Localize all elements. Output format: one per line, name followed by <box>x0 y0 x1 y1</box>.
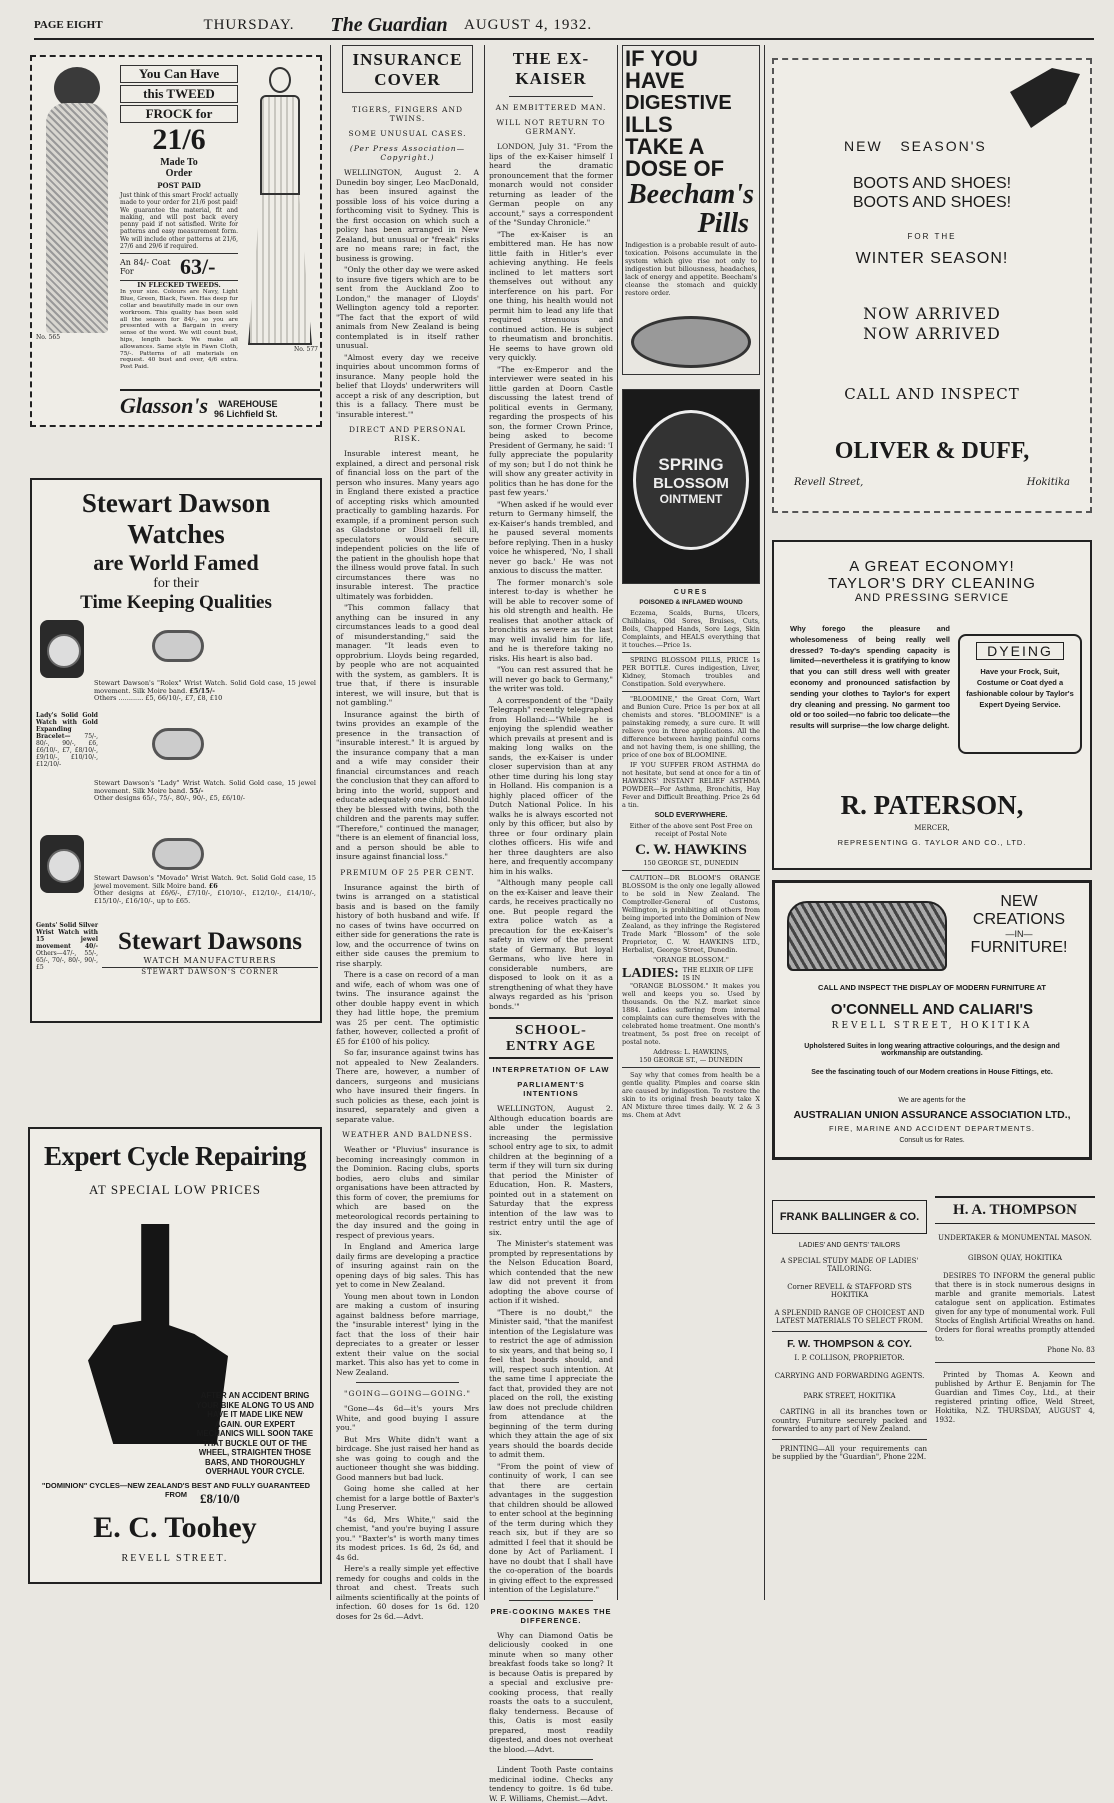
watch-2-price: 55/- <box>189 786 204 795</box>
cures-heading: CURES <box>673 589 709 596</box>
sd-line-5: Time Keeping Qualities <box>80 592 272 613</box>
thompson-phone: Phone No. 83 <box>1047 1346 1095 1354</box>
orange-blossom: "ORANGE BLOSSOM." <box>653 956 729 964</box>
consult: Consult us for Rates. <box>899 1137 965 1144</box>
glasson-ad <box>30 55 322 427</box>
toohey-street: REVELL STREET. <box>121 1553 229 1564</box>
watch-3-price: £6 <box>208 881 218 890</box>
frock-price: 21/6 <box>152 123 206 156</box>
paragraph: In England and America large daily firms are developing a practice of insuring against rain on the opening days of big sales. This has yet to come in New Zealand. <box>336 1242 479 1289</box>
either: Either of the above sent Post Free on receipt of Postal Note <box>629 822 753 838</box>
newspaper-name: The Guardian <box>330 13 448 36</box>
watch-1-desc: Stewart Dawson's "Rolex" Wrist Watch. Solid Gold case, 15 jewel movement. Silk Moire band. <box>94 679 316 695</box>
beecham-line-6: DOSE OF <box>625 156 725 181</box>
watch-1-others: Others ............ £5, 66/10/-, £7, £8, £10 <box>94 694 223 703</box>
sd-line-2: Watches <box>127 519 225 549</box>
representing: REPRESENTING G. TAYLOR AND CO., LTD. <box>837 838 1027 847</box>
made-to-order: Made To Order <box>160 157 198 179</box>
cycle-heading: Expert Cycle Repairing <box>44 1141 306 1171</box>
carrying-agents: CARRYING AND FORWARDING AGENTS. <box>774 1372 925 1380</box>
paragraph: Insurance against the birth of twins is arranged on a statistical basis and is based on the family history of both husband and wife. If no cases of twins have occurred on either side for generations the rate is low, and the occurrence of twins on either side causes the premium to rise sharply. <box>336 882 479 968</box>
glasson-heading-3: FROCK for <box>120 105 238 123</box>
paragraph: WELLINGTON, August 2. A Dunedin boy singer, Leo MacDonald, has been insured against the possible loss of his voice during a forthcoming visit to Sydney. This is the first occasion on which such a policy has been arranged in New Zealand, but unusual or "freak" risks are no means rare; in fact, the business is growing. <box>336 168 479 263</box>
article-subtitle-3: INTERPRETATION OF LAW <box>492 1065 610 1074</box>
masthead <box>34 12 1094 40</box>
thompson-address: GIBSON QUAY, HOKITIKA <box>967 1254 1063 1262</box>
coat-description: In your size. Colours are Navy, Light Blue, Green, Black, Fawn. Has deep fur collar and beautifully made in our own workroom. This quality has been sold all the season for 84/-, so you are presented with a Bargain in every sense of the word. We will count bust, hips, length back. We make all allowances. Same style in Fawn Cloth, 75/-. Patterns of all materials on request. 40 bust and over, 4/6 extra. Post Paid. <box>120 289 238 371</box>
paragraph: Weather or "Pluvius" insurance is becoming increasingly common in the Dominion. Racing clubs, sports bodies, aero clubs and similar organisations have been attracted by this form of cover, the premiums for which are based on the meteorological records pertaining to the day insured and the going in respect of previous years. <box>336 1145 479 1240</box>
oconnell-ad <box>772 880 1092 1160</box>
hawkins-name: C. W. HAWKINS <box>635 842 747 858</box>
orange-blossom-body: "ORANGE BLOSSOM." It makes you well and keeps you so. Used by thousands. On the N.Z. market since 1884. Ladies suffering from internal complaints can cure themselves with the celebrated home treatment. One month's treatment, 5s post free on receipt of postal note. <box>622 982 760 1046</box>
spring-line-2: BLOSSOM <box>653 474 729 492</box>
coat-original-price: An 84/- Coat <box>120 258 171 268</box>
watch-2-desc: Stewart Dawson's "Lady" Wrist Watch. Solid Gold case, 15 jewel movement. Silk Moire band. <box>94 779 316 795</box>
paragraph: "There is no doubt," the Minister said, "that the manifest intention of the Legislature was to restrict the age of admission to six years, and that being so, I feel that boards should, and will, respect such intention. At the same time I appreciate the fact that, provided they are not placed on the roll, the existing law does not preclude children from attendance at the beginning of the term during which they attain the age of six years should the boards decide to admit them. <box>489 1307 613 1459</box>
paragraph: There is a case on record of a man and wife, each of whom was one of twins. The insurance against the other double happy event in which they had little hope, the premium was 25 per cent. The optimistic father, however, collected a profit of £5 for £100 of his policy. <box>336 970 479 1046</box>
beecham-body: Indigestion is a probable result of auto-toxication. Poisons accumulate in the system which give rise not only to indigestion but biliousness, headaches, lack of energy and appetite. Beecham's cleanse the stomach and quickly restore order. <box>625 241 757 297</box>
winter-season: WINTER SEASON! <box>855 250 1009 267</box>
ladies-heading: LADIES: <box>622 966 679 981</box>
coat-price: 63/- <box>180 254 216 280</box>
for-the: FOR THE <box>907 232 957 241</box>
gents-prices: Others—47/-, 55/-, 65/-, 70/-, 80/-, 90/-, £5 <box>36 950 98 971</box>
poisoned-heading: POISONED & INFLAMED WOUND <box>639 599 743 606</box>
paragraph: Insurable interest meant, he explained, a direct and personal risk of financial loss on the part of the person who insures. Many years ago in England there existed a practice of accepting risks which amounted practically to gambling hazards. For example, if a prominent person such as Gladstone or Disraeli fell ill, speculators would secure independent policies on the life of the patient in the ghoulish hope that the illness would prove fatal. In such circumstances there was no insurable interest. The practice ultimately was forbidden. <box>336 449 479 601</box>
oliver-duff-ad <box>772 58 1092 513</box>
beecham-line-3: DIGESTIVE <box>625 92 732 114</box>
watch-1-price: £5/15/- <box>189 686 215 695</box>
paragraph: LONDON, July 31. "From the lips of the ex-Kaiser himself I heard the dramatic pronouncement that the former monarch would not consider returning as leader of the German people on any account," says a correspondent of the "Sunday Chronicle." <box>489 142 613 227</box>
paragraph: But Mrs White didn't want a birdcage. She just raised her hand as she was going to cough and the auctioneer thought she was bidding. Good manners but bad luck. <box>336 1434 479 1482</box>
flecked-tweeds: IN FLECKED TWEEDS. <box>137 281 221 290</box>
ballinger-corner: Corner REVELL & STAFFORD STS HOKITIKA <box>787 1283 912 1299</box>
sd-name: Stewart Dawsons <box>117 928 303 955</box>
call-inspect: CALL AND INSPECT <box>844 385 1020 403</box>
section-heading: PRE-COOKING MAKES THE DIFFERENCE. <box>490 1606 612 1625</box>
paragraph: Insurance against the birth of twins provides an example of the presence in the transaction of "insurable interest." It is argued by the insurance company that a man and a wife may consider their financial circumstances and reach the conclusion that they can afford to bring into the world, support and educate adequately one child. Should they be blessed with twins, both the children and the parents may suffer. "Therefore," continued the manager, "there is an element of financial loss, and a person should be able to insure against financial loss." <box>336 709 479 861</box>
watch-icon <box>152 728 204 764</box>
paragraph: "When asked if he would ever return to Germany himself, the ex-Kaiser's hands trembled, and he paused several moments before replying. Then in a husky voice he whispered, 'No, I shall never go back.' He was not anxious to discuss the matter. <box>489 499 613 575</box>
watch-3-desc: Stewart Dawson's "Movado" Wrist Watch. 9ct. Solid Gold case, 15 jewel movement. Silk Moire band. <box>94 874 316 890</box>
beecham-ad <box>622 45 760 375</box>
call-inspect: CALL AND INSPECT THE DISPLAY OF MODERN FURNITURE AT <box>818 983 1046 992</box>
sd-subtitle: WATCH MANUFACTURERS <box>143 956 277 965</box>
thompson-sub: UNDERTAKER & MONUMENTAL MASON. <box>938 1234 1092 1242</box>
hawkins-address-2: Address: L. HAWKINS, <box>653 1048 729 1056</box>
toohey-name: E. C. Toohey <box>93 1511 257 1544</box>
elixir: THE ELIXIR OF LIFE IS IN <box>682 966 754 982</box>
park-street: PARK STREET, HOKITIKA <box>803 1392 896 1400</box>
post-paid: POST PAID <box>157 181 201 190</box>
paragraph: "The ex-Kaiser is an embittered man. He has now little faith in Hitler's ever achieving anything. He feels inclined to let matters sort themselves out without any interference on his part. For one thing, his health would not permit him to lead any life that required strenuous and continued action. He is subject to rheumatism and bronchitis. He seems to have grown old very quickly. <box>489 229 613 362</box>
paterson-body: Why forego the pleasure and wholesomeness of being really well dressed? To-day's spending capacity is limited—nevertheless it is gratifying to know that you can still dress well with greater economy and pronounced satisfaction by sending your clothes to Taylor's for expert dry cleaning and pressing. No garment too old or too soiled—no fabric too delicate—the results will surprise—the low charge delight. <box>790 624 951 731</box>
asthma: IF YOU SUFFER FROM ASTHMA do not hesitate, but send at once for a tin of HAWKINS' INSTANT RELIEF ASTHMA POWDER—For Asthma, Bronchitis, Hay Fever and Difficult Breathing. Price 2s 6d a tin. <box>622 761 760 809</box>
article-title: THE EX-KAISER <box>512 49 590 88</box>
frock-illustration <box>242 67 318 367</box>
oconnell-name: O'CONNELL AND CALIARI'S <box>830 1001 1034 1018</box>
sd-line-1: Stewart Dawson <box>81 488 271 518</box>
dominion-cycles: "DOMINION" CYCLES—NEW ZEALAND'S BEST AND FULLY GUARANTEED FROM <box>41 1481 311 1499</box>
paragraph: "Although many people call on the ex-Kaiser and leave their cards, he receives practically no one. But people regard the extra police watch as a precaution for the ex-Kaiser's safety in view of the present state of Germany. But loyal Germans, who live here in considerable numbers, are disposed to look on it as a strengthening of what they have always regarded as his 'prison bonds.'" <box>489 878 613 1011</box>
ladies-prices: 75/-, 80/-, 90/-, £6, £6/10/-, £7, £8/10/-, £9/10/-, £10/10/-, £12/10/- <box>36 733 98 768</box>
spring-body: Eczema, Scalds, Burns, Ulcers, Chilblains, Old Sores, Bruises, Cuts, Boils, Chapped Hands, Sore Legs, Skin Complaints, and HEALS everything that it touches.—Price 1s. <box>622 609 760 649</box>
page-number: PAGE EIGHT <box>34 19 103 31</box>
kaiser-article <box>489 45 614 1803</box>
article-subtitle-4: PARLIAMENT'S INTENTIONS <box>517 1080 585 1098</box>
coat-illustration <box>36 67 118 357</box>
paragraph: "This common fallacy that anything can be insured in any circumstances leads to a good deal of misunderstanding," said the manager. "It leads even to opprobrium. Lloyds being regarded, by people who are not acquainted with the system, as gamblers. It is true that, if there is insurable interest, we will insure, but that is not gambling." <box>336 603 479 707</box>
paragraph: The former monarch's sole interest to-day is whether he will be able to recover some of his old strength and health. He realises that another attack of bronchitis as severe as the last may well invalid him for life, and he is therefore taking no risks. His heart is also bad. <box>489 577 613 663</box>
carting: CARTING in all its branches town or country. Furniture securely packed and forwarded to any part of New Zealand. <box>772 1408 927 1433</box>
watch-3-others: Other designs at £6/6/-, £7/10/-, £10/10/-, £12/10/-, £14/10/-, £15/10/-, £16/10/-, up to £65. <box>94 889 316 905</box>
taylors-heading: TAYLOR'S DRY CLEANING <box>828 575 1036 592</box>
ballinger-range: A SPLENDID RANGE OF CHOICEST AND LATEST MATERIALS TO SELECT FROM. <box>774 1309 925 1325</box>
thompson-body: DESIRES TO INFORM the general public that there is in stock numerous designs in marble and granite memorials. Latest catalogue sent on application. Estimates given for any type of monumental work. Full Stocks of English Artificial Wreaths on hand. Orders for floral wreaths promptly attended to. <box>935 1272 1095 1343</box>
article-subtitle-2: WILL NOT RETURN TO GERMANY. <box>496 118 606 136</box>
imprint: Printed by Thomas A. Keown and published by Arthur E. Benjamin for The Guardian and Times Coy., Ltd., at their registered printing office, Weld Street, Hokitika, N.Z. THURSDAY, AUGUST 4, 1932. <box>935 1371 1095 1424</box>
paragraph: So far, insurance against twins has not appealed to New Zealanders. There are, however, a number of dancers, surgeons and musicians who have insured their fingers. In such policies as these, each joint is insured, separately and given a separate value. <box>336 1048 479 1124</box>
dyeing-body: Have your Frock, Suit, Costume or Coat dyed a fashionable colour by Taylor's Expert Dyeing Service. <box>966 667 1074 709</box>
furniture-label: FURNITURE! <box>970 939 1068 956</box>
warehouse: WAREHOUSE <box>218 399 278 409</box>
ballinger-column <box>772 1190 927 1600</box>
article-title: INSURANCE COVER <box>342 45 473 93</box>
new-label: NEW <box>844 138 883 154</box>
agents: We are agents for the <box>898 1097 966 1104</box>
paragraph: "The ex-Emperor and the interviewer were seated in his little garden at Doorn Castle discussing the latest trend of political events in Germany, regarding the prospects of his son, the former Crown Prince, being asked to become President of Germany, he said: 'I fully appreciate the popularity of my son; but I do not think he will show any greater activity in politics than he has done for the past few years.' <box>489 364 614 497</box>
column-rule <box>617 45 618 1600</box>
beecham-line-1: IF YOU <box>625 46 698 71</box>
ballinger-name: FRANK BALLINGER & CO. <box>772 1200 927 1234</box>
hawkins-address-3: 150 GEORGE ST., — DUNEDIN <box>639 1056 743 1064</box>
watch-icon <box>152 630 204 666</box>
oconnell-street: REVELL STREET, HOKITIKA <box>831 1021 1033 1031</box>
oliver-duff-name: OLIVER & DUFF, <box>834 438 1030 464</box>
spring-line-3: OINTMENT <box>659 491 723 506</box>
in-label: —IN— <box>1005 929 1033 939</box>
ladies-watch: Lady's Solid Gold Watch with Gold Expanding Bracelet— <box>36 712 98 740</box>
watch-icon <box>40 620 90 678</box>
glasson-heading-2: this TWEED <box>120 85 238 103</box>
ballinger-study: A SPECIAL STUDY MADE OF LADIES' TAILORING. <box>780 1257 919 1273</box>
paragraph: "Only the other day we were asked to insure five tigers which are to be sent from the Auckland Zoo to London," the manager of Lloyds' Wellington agency told a reporter. "The fact that the export of wild animals from New Zealand is being contemplated is in itself rather unusual. <box>336 265 479 350</box>
beecham-name: Beecham's <box>628 179 754 210</box>
style-number: No. 577 <box>293 346 318 353</box>
paragraph: Why can Diamond Oatis be deliciously cooked in one minute when so many other breakfast foods take so long? It is because Oatis is prepared by a special and exclusive pre-cooking process, that really roasts the oats to a succulent, flaky tenderness. Because of this, Oatis is most easily prepared, most readily digested, and does not overheat the blood.—Advt. <box>489 1630 613 1754</box>
frock-description: Just think of this smart Frock! actually made to your order for 21/6 post paid! We guarantee the material, fit and making, and will post back every penny paid if not satisfied. Write for patterns and easy measurement form. We will include other patterns at 21/6, 27/6 and 29/6 if required. <box>120 192 238 251</box>
watch-icon <box>40 835 84 893</box>
cycle-price: £8/10/0 <box>200 1491 240 1506</box>
paragraph: Here's a really simple yet effective remedy for coughs and colds in the throat and chest. Treats such ailments scientifically at the points of infection. 60 doses for 1s 6d. 120 doses for 2s 6d.—Advt. <box>336 1564 479 1621</box>
pressing-heading: AND PRESSING SERVICE <box>854 592 1010 604</box>
paterson-name: R. PATERSON, <box>840 790 1024 820</box>
skin-advert: Say why that comes from health be a gentle quality. Pimples and coarse skin are caused by indigestion. To restore the skin to its original fresh beauty take X AN Mixture three times daily. W. 2 & 3 ms. Chem at Advt <box>622 1071 760 1119</box>
paragraph: A correspondent of the "Daily Telegraph" recently telegraphed from Holland:—"While he is enjoying the splendid weather which prevails at present and is making long walks on the sands, the ex-Kaiser is under closer supervision than at any other time during his long stay in Holland. His companion is a highly placed officer of the Dutch National Police. In his walks he is always escorted not only by this officer, but also by three or four ordinary plain clothes officers. His wife and her three daughters are also here, and frequently accompany him in his walks. <box>489 695 613 876</box>
printing: PRINTING—All your requirements can be supplied by the "Guardian", Phone 22M. <box>772 1444 927 1461</box>
column-rule <box>484 45 485 1600</box>
now-arrived-2: NOW ARRIVED <box>863 324 1001 343</box>
watch-icon <box>152 838 204 874</box>
sd-line-4: for their <box>153 576 199 591</box>
gents-watch: Gents' Solid Silver Wrist Watch with 15 jewel movement 40/- <box>36 922 98 950</box>
see-touch: See the fascinating touch of our Modern creations in House Fittings, etc. <box>811 1069 1053 1076</box>
oliver-street: Revell Street, <box>794 477 864 488</box>
beecham-line-5: TAKE A <box>625 134 705 159</box>
paragraph: Lindent Tooth Paste contains medicinal iodine. Checks any tendency to goitre. 1s 6d tube. W. F. Williams, Chemist.—Advt. <box>489 1765 613 1803</box>
thompson-name: H. A. THOMPSON <box>935 1196 1095 1224</box>
sofa-icon <box>787 901 947 971</box>
boots-line-1: BOOTS AND SHOES! <box>852 175 1012 192</box>
article-subtitle: TIGERS, FINGERS AND TWINS. <box>351 105 464 123</box>
glasson-heading-1: You Can Have <box>120 65 238 83</box>
bloomine: "BLOOMINE," the Great Corn, Wart and Bunion Cure. Price 1s per box at all chemists and stores. "BLOOMINE" is a painstaking remedy, a sure cure. It will relieve you in three applications. All the difference between having painful corns and not having them, is one shilling, the price of one box of BLOOMINE. <box>622 695 760 759</box>
stewart-dawson-ad <box>30 478 322 1023</box>
sd-line-3: are World Famed <box>93 550 259 575</box>
oliver-town: Hokitika <box>1026 477 1070 488</box>
departments: FIRE, MARINE AND ACCIDENT DEPARTMENTS. <box>829 1124 1035 1133</box>
economy-heading: A GREAT ECONOMY! <box>849 558 1015 575</box>
spring-line-1: SPRING <box>658 454 724 474</box>
boots-line-2: BOOTS AND SHOES! <box>852 194 1012 211</box>
creations-label: CREATIONS <box>972 911 1066 928</box>
coat-for: For <box>120 267 134 277</box>
now-arrived-1: NOW ARRIVED <box>863 304 1001 323</box>
spring-blossom-ad <box>622 389 760 584</box>
watch-2-others: Other designs 65/-, 75/-, 80/-, 90/-, £5, £6/10/- <box>94 794 245 803</box>
article-subtitle: AN EMBITTERED MAN. <box>495 103 607 112</box>
paragraph: "From the point of view of continuity of work, I can see that there are certain advantages in the suggestion that children should be allowed to enter school at the beginning of the term during which they reach six, but if they are so admitted I feel that it should be done by Act of Parliament. I have no doubt that I shall have the co-operation of the boards in giving effect to the expressed intention of the Legislature." <box>489 1461 613 1594</box>
glasson-address: 96 Lichfield St. <box>214 409 278 419</box>
section-heading: WEATHER AND BALDNESS. <box>342 1130 473 1139</box>
upholstered: Upholstered Suites in long wearing attractive colourings, and the design and workmanship are outstanding. <box>804 1043 1060 1057</box>
glasson-name: Glasson's <box>120 393 209 418</box>
article-subtitle-2: SOME UNUSUAL CASES. <box>348 129 467 138</box>
ballinger-sub: LADIES' AND GENTS' TAILORS <box>798 1242 901 1249</box>
mercer: MERCER, <box>914 824 950 832</box>
sold-everywhere: SOLD EVERYWHERE. <box>654 812 728 819</box>
style-number: No. 565 <box>36 334 61 341</box>
column-rule <box>764 45 765 1600</box>
article-title-2: SCHOOL-ENTRY AGE <box>489 1017 613 1059</box>
fw-proprietor: I. P. COLLISON, PROPRIETOR. <box>794 1354 905 1362</box>
cycle-subheading: AT SPECIAL LOW PRICES <box>88 1182 262 1197</box>
beecham-line-4: ILLS <box>625 112 673 137</box>
paragraph: "4s 6d, Mrs White," said the chemist, "and you're buying I assure you." "Baxter's" is worth many times its modest prices. 1s 6d, 2s 6d, and 4s 6d. <box>336 1514 479 1562</box>
cycle-ad <box>28 1127 322 1584</box>
paragraph: "Gone—4s 6d—it's yours Mrs White, and good buying I assure you." <box>336 1404 479 1432</box>
pill-box-icon <box>631 316 751 368</box>
patent-medicine-column <box>622 45 760 1605</box>
paragraph: Going home she called at her chemist for a large bottle of Baxter's Lung Preserver. <box>336 1484 479 1512</box>
masthead-day: THURSDAY. <box>203 16 295 33</box>
paragraph: WELLINGTON, August 2. Although education boards are able under the legislation increasing the permissive school entry age to six, to admit children at the beginning of a term if they will turn six during that period the Minister of Education, Hon. R. Masters, pointed out in a statement on Saturday that the express intention of the law was to restrict entry until the age of six. <box>489 1104 613 1237</box>
caution: CAUTION—DR BLOOM'S ORANGE BLOSSOM is the only one legally allowed to be sold in New Zealand. The Comptroller-General of Customs, Wellington, is prohibiting all others from being imported into the Dominion of New Zealand, as they infringe the Registered Trade Mark "Blossom" of the sole Proprietor, C. W. HAWKINS LTD., Herbalist, George Street, Dunedin. <box>622 874 760 954</box>
new-label: NEW <box>1000 893 1038 910</box>
spring-pills: SPRING BLOSSOM PILLS, PRICE 1s PER BOTTLE. Cures indigestion, Liver, Kidney, Stomach troubles and Constipation. Sold everywhere. <box>622 656 760 688</box>
aua: AUSTRALIAN UNION ASSURANCE ASSOCIATION LTD., <box>793 1109 1071 1121</box>
beecham-pills: Pills <box>697 208 749 239</box>
cycle-body: AFTER AN ACCIDENT BRING YOUR BIKE ALONG TO US AND HAVE IT MADE LIKE NEW AGAIN. OUR EXPERT MECHANICS WILL SOON TAKE THAT BUCKLE OUT OF THE WHEEL, STRAIGHTEN THOSE BARS, AND THOROUGHLY OVERHAUL YOUR CYCLE. <box>196 1391 314 1476</box>
byline: (Per Press Association—Copyright.) <box>349 144 466 162</box>
season-label: SEASON'S <box>900 138 987 154</box>
beecham-line-2: HAVE <box>625 68 685 93</box>
insurance-article <box>336 45 479 1621</box>
paterson-ad <box>772 540 1092 870</box>
paragraph: The Minister's statement was prompted by representations by the Nelson Education Board, which contended that the new law did not prevent it from adopting the above course of action if it wished. <box>489 1239 613 1305</box>
section-heading: PREMIUM OF 25 PER CENT. <box>340 867 475 877</box>
dyeing-heading: DYEING <box>976 642 1064 660</box>
hawkins-address: 150 GEORGE ST., DUNEDIN <box>643 859 739 867</box>
pointing-hand-icon <box>1010 68 1080 128</box>
section-heading: DIRECT AND PERSONAL RISK. <box>348 425 466 443</box>
section-heading: "GOING—GOING—GOING." <box>344 1389 471 1398</box>
thompson-column <box>935 1190 1095 1600</box>
masthead-date: AUGUST 4, 1932. <box>464 16 593 33</box>
column-rule <box>330 45 331 1600</box>
sd-corner: STEWART DAWSON'S CORNER <box>102 967 318 976</box>
paragraph: Young men about town in London are making a custom of insuring against baldness before marriage, the "insurable interest" lying in the fact that the loss of their hair depreciates to a greater or lesser extent their value on the social market. This also has yet to come in New Zealand. <box>336 1291 479 1377</box>
fw-thompson: F. W. THOMPSON & COY. <box>787 1338 912 1350</box>
paragraph: "Almost every day we receive inquiries about uncommon forms of insurance. Many people hold the belief that Lloyds' underwriters will accept a risk of any description, but this is a fallacy. There must be 'insurable interest.'" <box>336 352 479 419</box>
paragraph: "You can rest assured that he will never go back to Germany," the writer was told. <box>489 665 613 693</box>
